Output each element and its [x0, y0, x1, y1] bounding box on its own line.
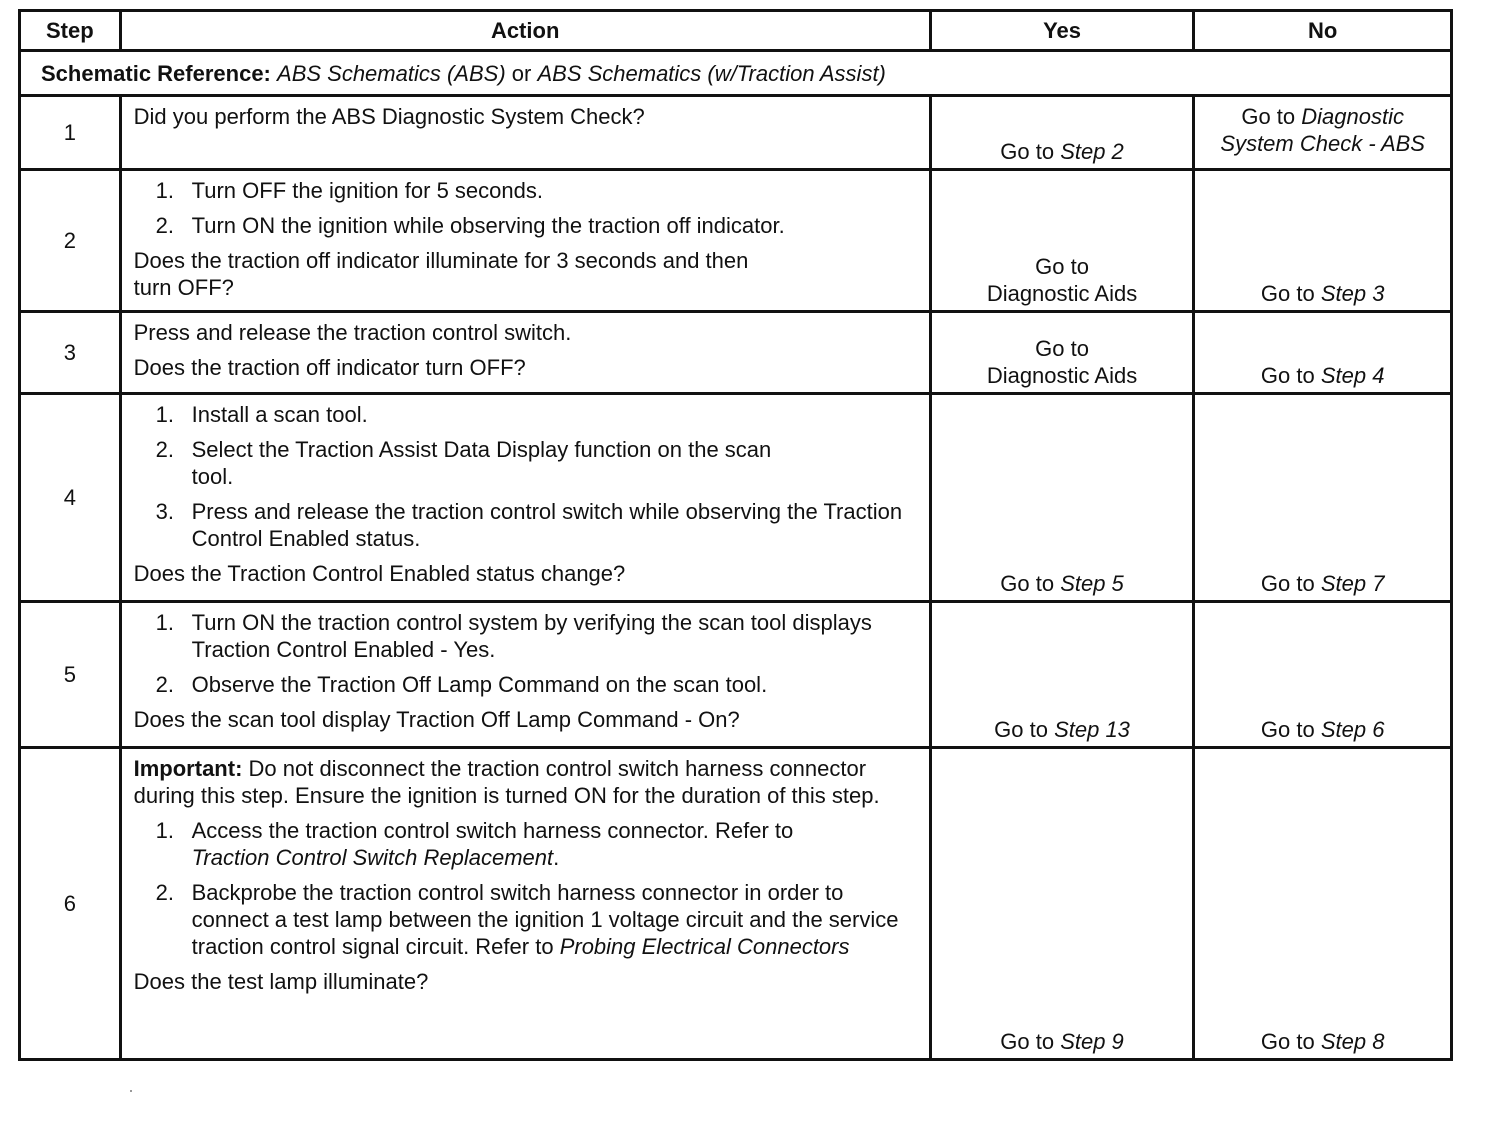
diagnostic-table [18, 9, 1453, 1061]
question: Does the Traction Control Enabled status change? [133, 561, 626, 586]
table-row [20, 602, 1452, 748]
list-item: 3. Press and release the traction control switch while observing the Traction Control Enabled status. [155, 499, 903, 551]
header-no: No [1194, 11, 1452, 51]
no-step-ref: Step 4 [1320, 363, 1385, 388]
schematic-or: or [511, 60, 532, 86]
action-cell [120, 312, 930, 394]
yes-prefix: Go to [994, 717, 1048, 742]
yes-step-ref: Step 13 [1054, 717, 1130, 742]
list-item: 2. Backprobe the traction control switch harness connector in order to connect a test lamp between the ignition 1 voltage circuit and the service traction control signal circuit. Refer to Probing Electrical Connectors [155, 880, 899, 959]
yes-step-ref: Step 5 [1060, 571, 1124, 596]
schematic-label: Schematic Reference: [41, 60, 271, 86]
question: Did you perform the ABS Diagnostic System Check? [133, 104, 645, 129]
yes-cell [930, 394, 1194, 602]
action-cell [120, 96, 930, 170]
procedure-list [134, 817, 917, 960]
no-ref-b: System Check - ABS [1220, 131, 1425, 156]
no-step-ref: Step 3 [1320, 281, 1385, 306]
action-cell [120, 602, 930, 748]
list-item: 1. Turn ON the traction control system by verifying the scan tool displays Traction Control Enabled - Yes. [155, 610, 872, 662]
list-item: 2. Select the Traction Assist Data Display function on the scan tool. [155, 437, 772, 489]
yes-prefix: Go to [1000, 1029, 1055, 1054]
action-cell [120, 748, 930, 1060]
replacement-ref: Traction Control Switch Replacement [191, 845, 554, 870]
no-prefix: Go to [1260, 1029, 1315, 1054]
list-item: 1. Turn OFF the ignition for 5 seconds. [155, 178, 543, 203]
no-prefix: Go to [1260, 281, 1315, 306]
yes-cell [930, 96, 1194, 170]
action-cell [120, 170, 930, 312]
no-cell [1194, 748, 1452, 1060]
procedure-list [134, 609, 917, 698]
yes-ref: Diagnostic Aids [986, 363, 1138, 388]
schematic-ref-abs: ABS Schematics (ABS) [277, 60, 506, 86]
yes-prefix: Go to [1035, 336, 1089, 361]
important-label: Important: [133, 756, 243, 781]
header-yes: Yes [930, 11, 1194, 51]
step-number: 1 [20, 96, 121, 170]
no-cell [1194, 96, 1452, 170]
question: Does the test lamp illuminate? [133, 969, 429, 994]
no-cell [1194, 170, 1452, 312]
important-text: Do not disconnect the traction control switch harness connector during this step. Ensure the ignition is turned ON for the duration of this step. [133, 756, 880, 808]
no-step-ref: Step 6 [1320, 717, 1385, 742]
no-prefix: Go to [1260, 571, 1315, 596]
no-step-ref: Step 8 [1320, 1029, 1385, 1054]
procedure-list [134, 177, 917, 239]
table-row [20, 170, 1452, 312]
no-prefix: Go to [1241, 104, 1296, 129]
scan-speck [130, 1090, 132, 1092]
question: Does the scan tool display Traction Off Lamp Command - On? [133, 707, 740, 732]
table-row [20, 96, 1452, 170]
schematic-reference [20, 51, 1452, 96]
instruction: Press and release the traction control switch. [133, 320, 572, 345]
step-number: 2 [20, 170, 121, 312]
probing-ref: Probing Electrical Connectors [559, 934, 850, 959]
no-cell [1194, 394, 1452, 602]
important-note [134, 755, 917, 809]
no-step-ref: Step 7 [1320, 571, 1385, 596]
yes-cell [930, 748, 1194, 1060]
yes-cell [930, 312, 1194, 394]
no-prefix: Go to [1260, 363, 1315, 388]
step-number: 4 [20, 394, 121, 602]
header-step: Step [20, 11, 121, 51]
yes-prefix: Go to [1000, 571, 1055, 596]
list-item: 1. Install a scan tool. [155, 402, 368, 427]
step-number: 5 [20, 602, 121, 748]
list-item: 1. Access the traction control switch harness connector. Refer to Traction Control Switch Replacement. [155, 818, 794, 870]
schematic-ref-traction: ABS Schematics (w/Traction Assist) [537, 60, 886, 86]
yes-ref: Diagnostic Aids [986, 281, 1138, 306]
header-action: Action [120, 11, 930, 51]
header-row [20, 11, 1452, 51]
step-number: 6 [20, 748, 121, 1060]
step-number: 3 [20, 312, 121, 394]
list-item: 2. Turn ON the ignition while observing the traction off indicator. [155, 213, 785, 238]
no-cell [1194, 312, 1452, 394]
table-row [20, 312, 1452, 394]
no-ref-a: Diagnostic [1301, 104, 1404, 129]
yes-prefix: Go to [1035, 254, 1089, 279]
table-row [20, 394, 1452, 602]
yes-cell [930, 602, 1194, 748]
action-cell [120, 394, 930, 602]
yes-cell [930, 170, 1194, 312]
question: Does the traction off indicator turn OFF? [133, 355, 526, 380]
schematic-row [20, 51, 1452, 96]
yes-step-ref: Step 9 [1060, 1029, 1124, 1054]
no-cell [1194, 602, 1452, 748]
no-prefix: Go to [1260, 717, 1315, 742]
yes-step-ref: Step 2 [1060, 139, 1124, 164]
procedure-list [134, 401, 917, 552]
question-line-b: turn OFF? [133, 275, 234, 300]
list-item: 2. Observe the Traction Off Lamp Command on the scan tool. [155, 672, 768, 697]
question-line-a: Does the traction off indicator illuminate for 3 seconds and then [133, 248, 749, 273]
table-row [20, 748, 1452, 1060]
yes-prefix: Go to [1000, 139, 1055, 164]
